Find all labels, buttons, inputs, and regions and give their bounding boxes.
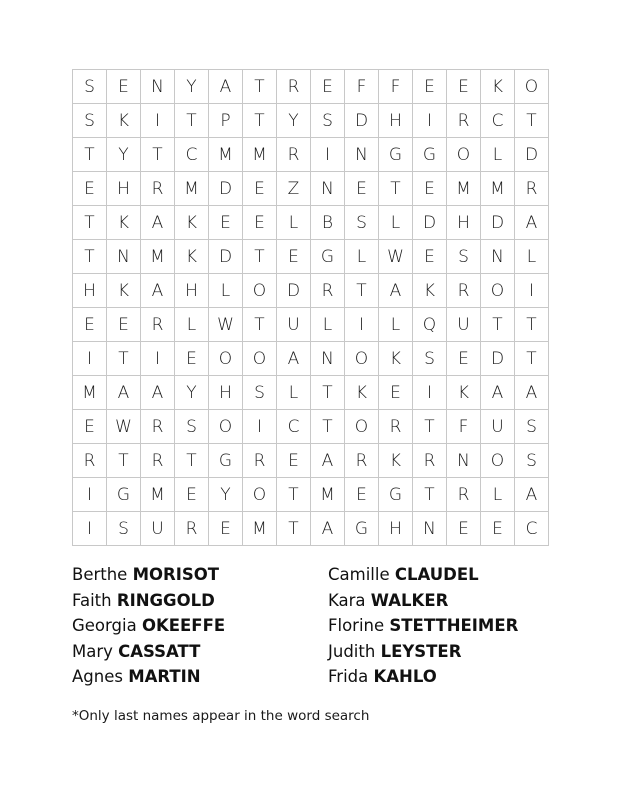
grid-cell[interactable]: P <box>209 104 243 138</box>
grid-cell[interactable]: I <box>413 376 447 410</box>
grid-cell[interactable]: T <box>413 478 447 512</box>
grid-cell[interactable]: F <box>379 70 413 104</box>
grid-cell[interactable]: I <box>141 342 175 376</box>
grid-cell[interactable]: Y <box>175 70 209 104</box>
first-name: Florine <box>328 616 385 635</box>
grid-cell[interactable]: L <box>481 478 515 512</box>
grid-cell[interactable]: O <box>243 478 277 512</box>
grid-cell[interactable]: T <box>175 104 209 138</box>
grid-cell[interactable]: T <box>243 70 277 104</box>
grid-cell[interactable]: T <box>311 410 345 444</box>
grid-cell[interactable]: M <box>481 172 515 206</box>
grid-cell[interactable]: R <box>345 444 379 478</box>
grid-cell[interactable]: G <box>379 478 413 512</box>
grid-cell[interactable]: D <box>481 206 515 240</box>
grid-cell[interactable]: D <box>345 104 379 138</box>
last-name: MARTIN <box>128 667 201 686</box>
grid-cell[interactable]: O <box>481 444 515 478</box>
grid-cell[interactable]: I <box>73 342 107 376</box>
grid-cell[interactable]: T <box>515 342 549 376</box>
grid-cell[interactable]: N <box>447 444 481 478</box>
grid-cell[interactable]: I <box>73 478 107 512</box>
grid-cell[interactable]: S <box>73 70 107 104</box>
grid-cell[interactable]: O <box>243 274 277 308</box>
grid-cell[interactable]: K <box>175 206 209 240</box>
last-name: WALKER <box>370 590 449 610</box>
grid-cell[interactable]: H <box>175 274 209 308</box>
grid-cell[interactable]: E <box>345 172 379 206</box>
grid-cell[interactable]: Y <box>107 138 141 172</box>
grid-cell[interactable]: O <box>481 274 515 308</box>
grid-cell[interactable]: M <box>141 240 175 274</box>
grid-cell[interactable]: D <box>209 240 243 274</box>
footnote: *Only last names appear in the word search <box>72 708 370 724</box>
grid-cell[interactable]: Y <box>277 104 311 138</box>
grid-cell[interactable]: L <box>481 138 515 172</box>
grid-cell[interactable]: L <box>379 308 413 342</box>
grid-cell[interactable]: A <box>515 206 549 240</box>
grid-cell[interactable]: C <box>481 104 515 138</box>
grid-cell[interactable]: C <box>175 138 209 172</box>
last-name: CASSATT <box>118 641 201 661</box>
grid-cell[interactable]: T <box>243 104 277 138</box>
word-list-item <box>328 639 518 665</box>
grid-cell[interactable]: R <box>447 478 481 512</box>
first-name: Judith <box>328 641 376 661</box>
grid-cell[interactable]: E <box>345 478 379 512</box>
grid-cell[interactable]: E <box>73 172 107 206</box>
word-list-item <box>72 664 225 690</box>
grid-cell[interactable]: N <box>481 240 515 274</box>
grid-cell[interactable]: M <box>73 376 107 410</box>
grid-cell[interactable]: H <box>379 104 413 138</box>
word-search-grid <box>72 69 549 546</box>
grid-cell[interactable]: T <box>413 410 447 444</box>
grid-cell[interactable]: L <box>209 274 243 308</box>
grid-cell[interactable]: T <box>243 308 277 342</box>
grid-cell[interactable]: O <box>515 70 549 104</box>
grid-cell[interactable]: K <box>107 206 141 240</box>
grid-cell[interactable]: N <box>413 512 447 546</box>
grid-cell[interactable]: M <box>209 138 243 172</box>
grid-cell[interactable]: E <box>481 512 515 546</box>
grid-cell[interactable]: A <box>379 274 413 308</box>
grid-cell[interactable]: A <box>141 376 175 410</box>
grid-cell[interactable]: E <box>243 206 277 240</box>
grid-cell[interactable]: T <box>73 240 107 274</box>
grid-cell[interactable]: G <box>345 512 379 546</box>
grid-cell[interactable]: S <box>243 376 277 410</box>
grid-cell[interactable]: T <box>107 444 141 478</box>
last-name: LEYSTER <box>380 641 462 661</box>
grid-cell[interactable]: T <box>73 206 107 240</box>
grid-cell[interactable]: T <box>175 444 209 478</box>
grid-cell[interactable]: E <box>209 206 243 240</box>
grid-cell[interactable]: D <box>277 274 311 308</box>
grid-cell[interactable]: R <box>73 444 107 478</box>
word-list-item <box>72 562 225 588</box>
grid-cell[interactable]: R <box>141 308 175 342</box>
grid-cell[interactable]: A <box>107 376 141 410</box>
grid-cell[interactable]: I <box>345 308 379 342</box>
grid-cell[interactable]: T <box>311 376 345 410</box>
word-list-right <box>328 562 518 690</box>
grid-cell[interactable]: E <box>413 240 447 274</box>
grid-cell[interactable]: S <box>311 104 345 138</box>
grid-cell[interactable]: M <box>447 172 481 206</box>
grid-cell[interactable]: U <box>141 512 175 546</box>
grid-cell[interactable]: R <box>413 444 447 478</box>
grid-cell[interactable]: O <box>447 138 481 172</box>
grid-cell[interactable]: H <box>447 206 481 240</box>
grid-cell[interactable]: E <box>107 308 141 342</box>
grid-cell[interactable]: A <box>311 444 345 478</box>
grid-cell[interactable]: A <box>141 274 175 308</box>
grid-cell[interactable]: G <box>107 478 141 512</box>
grid-cell[interactable]: I <box>311 138 345 172</box>
grid-cell[interactable]: E <box>73 308 107 342</box>
word-list-item <box>328 613 518 639</box>
grid-cell[interactable]: U <box>277 308 311 342</box>
grid-cell[interactable]: R <box>311 274 345 308</box>
grid-cell[interactable]: R <box>277 70 311 104</box>
grid-cell[interactable]: E <box>447 70 481 104</box>
grid-cell[interactable]: M <box>243 512 277 546</box>
grid-cell[interactable]: G <box>209 444 243 478</box>
grid-cell[interactable]: R <box>175 512 209 546</box>
grid-cell[interactable]: T <box>379 172 413 206</box>
grid-cell[interactable]: H <box>209 376 243 410</box>
grid-cell[interactable]: L <box>345 240 379 274</box>
grid-cell[interactable]: E <box>447 342 481 376</box>
grid-cell[interactable]: T <box>73 138 107 172</box>
grid-cell[interactable]: D <box>515 138 549 172</box>
grid-cell[interactable]: L <box>277 206 311 240</box>
first-name: Camille <box>328 565 390 584</box>
grid-cell[interactable]: S <box>175 410 209 444</box>
grid-cell[interactable]: E <box>379 376 413 410</box>
grid-cell[interactable]: E <box>73 410 107 444</box>
grid-cell[interactable]: M <box>141 478 175 512</box>
grid-cell[interactable]: F <box>447 410 481 444</box>
grid-cell[interactable]: L <box>515 240 549 274</box>
grid-cell[interactable]: E <box>209 512 243 546</box>
grid-cell[interactable]: M <box>311 478 345 512</box>
grid-cell[interactable]: L <box>175 308 209 342</box>
grid-cell[interactable]: L <box>311 308 345 342</box>
first-name: Agnes <box>72 667 123 686</box>
grid-cell[interactable]: W <box>379 240 413 274</box>
grid-cell[interactable]: K <box>107 104 141 138</box>
grid-cell[interactable]: R <box>515 172 549 206</box>
grid-cell[interactable]: I <box>141 104 175 138</box>
grid-cell[interactable]: R <box>141 444 175 478</box>
grid-cell[interactable]: G <box>413 138 447 172</box>
grid-cell[interactable]: T <box>515 308 549 342</box>
grid-cell[interactable]: U <box>447 308 481 342</box>
grid-cell[interactable]: T <box>107 342 141 376</box>
grid-cell[interactable]: E <box>447 512 481 546</box>
grid-cell[interactable]: O <box>209 342 243 376</box>
grid-cell[interactable]: A <box>141 206 175 240</box>
grid-cell[interactable]: E <box>413 70 447 104</box>
grid-cell[interactable]: K <box>379 342 413 376</box>
grid-cell[interactable]: N <box>107 240 141 274</box>
grid-cell[interactable]: R <box>447 104 481 138</box>
first-name: Frida <box>328 667 369 686</box>
word-list-left <box>72 562 225 690</box>
last-name: MORISOT <box>132 565 220 584</box>
last-name: KAHLO <box>373 667 437 686</box>
grid-cell[interactable]: D <box>481 342 515 376</box>
grid-cell[interactable]: A <box>515 478 549 512</box>
grid-cell[interactable]: E <box>107 70 141 104</box>
grid-cell[interactable]: S <box>515 444 549 478</box>
grid-cell[interactable]: K <box>107 274 141 308</box>
first-name: Berthe <box>72 565 128 584</box>
grid-cell[interactable]: A <box>277 342 311 376</box>
grid-cell[interactable]: G <box>379 138 413 172</box>
last-name: STETTHEIMER <box>389 616 519 635</box>
grid-cell[interactable]: R <box>447 274 481 308</box>
grid-cell[interactable]: T <box>141 138 175 172</box>
grid-cell[interactable]: I <box>515 274 549 308</box>
grid-cell[interactable]: M <box>243 138 277 172</box>
grid-cell[interactable]: L <box>379 206 413 240</box>
grid-cell[interactable]: E <box>243 172 277 206</box>
grid-cell[interactable]: E <box>413 172 447 206</box>
grid-cell[interactable]: T <box>515 104 549 138</box>
grid-cell[interactable]: H <box>73 274 107 308</box>
grid-cell[interactable]: Z <box>277 172 311 206</box>
grid-cell[interactable]: S <box>345 206 379 240</box>
first-name: Faith <box>72 590 112 610</box>
grid-cell[interactable]: R <box>141 172 175 206</box>
word-list-item <box>72 639 225 665</box>
grid-cell[interactable]: S <box>413 342 447 376</box>
grid-cell[interactable]: D <box>209 172 243 206</box>
word-list-item <box>72 588 225 614</box>
first-name: Kara <box>328 590 366 610</box>
grid-cell[interactable]: E <box>277 444 311 478</box>
grid-cell[interactable]: K <box>481 70 515 104</box>
grid-cell[interactable]: W <box>107 410 141 444</box>
word-list-item <box>328 588 518 614</box>
last-name: CLAUDEL <box>394 565 479 584</box>
grid-cell[interactable]: E <box>175 478 209 512</box>
grid-cell[interactable]: U <box>481 410 515 444</box>
grid-cell[interactable]: T <box>277 512 311 546</box>
grid-cell[interactable]: K <box>379 444 413 478</box>
grid-cell[interactable]: G <box>311 240 345 274</box>
grid-cell[interactable]: N <box>311 172 345 206</box>
grid-cell[interactable]: K <box>413 274 447 308</box>
grid-cell[interactable]: B <box>311 206 345 240</box>
grid-cell[interactable]: S <box>73 104 107 138</box>
grid-cell[interactable]: I <box>73 512 107 546</box>
first-name: Georgia <box>72 616 137 635</box>
word-list-item <box>328 562 518 588</box>
grid-cell[interactable]: F <box>345 70 379 104</box>
grid-cell[interactable]: N <box>311 342 345 376</box>
word-list-item <box>328 664 518 690</box>
grid-cell[interactable]: Q <box>413 308 447 342</box>
grid-cell[interactable]: H <box>107 172 141 206</box>
grid-cell[interactable]: W <box>209 308 243 342</box>
grid-cell[interactable]: K <box>447 376 481 410</box>
grid-cell[interactable]: N <box>345 138 379 172</box>
grid-cell[interactable]: A <box>209 70 243 104</box>
grid-cell[interactable]: S <box>447 240 481 274</box>
grid-cell[interactable]: R <box>379 410 413 444</box>
grid-cell[interactable]: A <box>515 376 549 410</box>
grid-cell[interactable]: T <box>277 478 311 512</box>
grid-cell[interactable]: O <box>345 410 379 444</box>
grid-cell[interactable]: O <box>345 342 379 376</box>
grid-cell[interactable]: H <box>379 512 413 546</box>
grid-cell[interactable]: Y <box>209 478 243 512</box>
grid-cell[interactable]: E <box>175 342 209 376</box>
grid-cell[interactable]: K <box>175 240 209 274</box>
grid-cell[interactable]: L <box>277 376 311 410</box>
word-list-item <box>72 613 225 639</box>
grid-cell[interactable]: A <box>481 376 515 410</box>
grid-cell[interactable]: R <box>141 410 175 444</box>
grid-cell[interactable]: O <box>243 342 277 376</box>
last-name: OKEEFFE <box>141 616 226 635</box>
grid-cell[interactable]: C <box>277 410 311 444</box>
last-name: RINGGOLD <box>116 590 215 610</box>
grid-cell[interactable]: T <box>481 308 515 342</box>
grid-cell[interactable]: D <box>413 206 447 240</box>
grid-cell[interactable]: S <box>107 512 141 546</box>
grid-cell[interactable]: R <box>277 138 311 172</box>
grid-cell[interactable]: T <box>243 240 277 274</box>
grid-cell[interactable]: E <box>311 70 345 104</box>
grid-cell[interactable]: C <box>515 512 549 546</box>
grid-cell[interactable]: K <box>345 376 379 410</box>
grid-cell[interactable]: A <box>311 512 345 546</box>
first-name: Mary <box>72 641 113 661</box>
grid-cell[interactable]: N <box>141 70 175 104</box>
grid-cell[interactable]: I <box>243 410 277 444</box>
grid-cell[interactable]: M <box>175 172 209 206</box>
grid-cell[interactable]: E <box>277 240 311 274</box>
grid-cell[interactable]: Y <box>175 376 209 410</box>
grid-cell[interactable]: T <box>345 274 379 308</box>
grid-cell[interactable]: I <box>413 104 447 138</box>
grid-cell[interactable]: R <box>243 444 277 478</box>
grid-cell[interactable]: S <box>515 410 549 444</box>
grid-cell[interactable]: O <box>209 410 243 444</box>
